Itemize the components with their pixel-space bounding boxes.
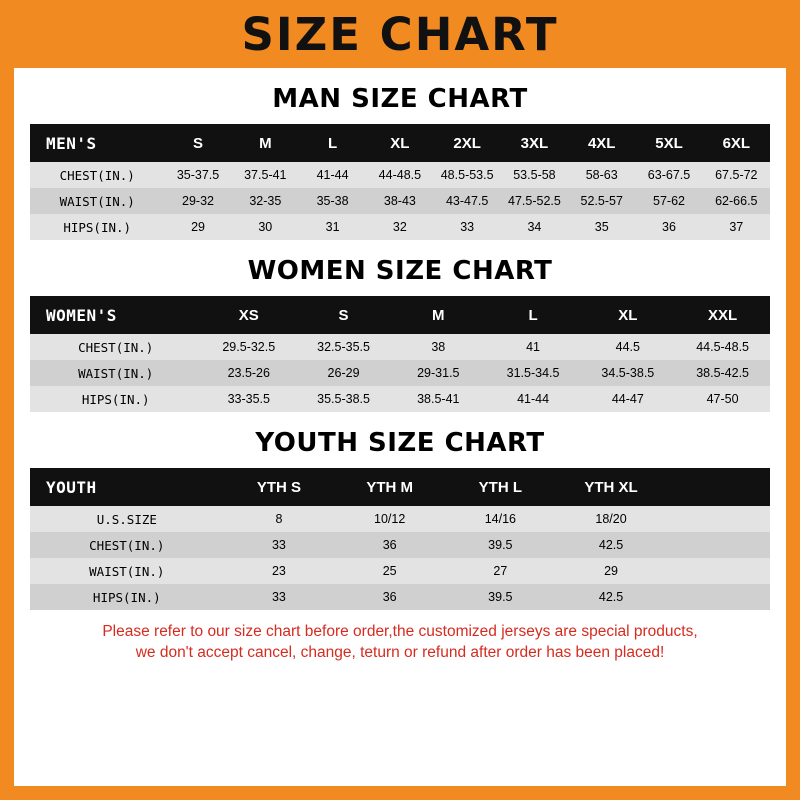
cell: 14/16 — [484, 512, 516, 526]
cell-spacer — [666, 532, 770, 558]
col-header-xl: XL — [580, 296, 675, 334]
cell: 10/12 — [374, 512, 406, 526]
cell: 31 — [325, 220, 340, 234]
col-header-m: M — [232, 124, 299, 162]
cell: 32-35 — [249, 194, 282, 208]
disclaimer-line-2: we don't accept cancel, change, teturn or refund after order has been placed! — [135, 643, 665, 661]
row-label-hips: HIPS(IN.) — [63, 219, 132, 235]
table-header-row — [30, 468, 770, 506]
cell: 38-43 — [383, 194, 416, 208]
row-label-chest: CHEST(IN.) — [78, 339, 154, 355]
col-header-l: L — [299, 124, 366, 162]
col-header-6xl: 6XL — [703, 124, 770, 162]
cell: 38 — [431, 340, 446, 354]
table-row — [30, 386, 770, 412]
cell: 18/20 — [595, 512, 627, 526]
cell: 33 — [271, 538, 286, 552]
cell: 67.5-72 — [715, 168, 758, 182]
cell-spacer — [666, 558, 770, 584]
cell: 63-67.5 — [647, 168, 691, 182]
bottom-accent-bar — [0, 786, 800, 800]
table-row — [30, 558, 770, 584]
cell: 37.5-41 — [244, 168, 287, 182]
cell: 29 — [604, 564, 618, 578]
content — [14, 68, 786, 786]
cell: 33 — [460, 220, 475, 234]
section-title-youth: YOUTH SIZE CHART — [255, 428, 545, 458]
disclaimer-line-1: Please refer to our size chart before order,the customized jerseys are special products, — [102, 623, 698, 640]
cell: 38.5-41 — [417, 392, 460, 406]
col-header-s: S — [164, 124, 231, 162]
cell: 29-31.5 — [417, 366, 460, 380]
row-label-hips: HIPS(IN.) — [92, 589, 161, 605]
row-label-waist: WAIST(IN.) — [89, 563, 165, 579]
cell: 39.5 — [488, 538, 513, 552]
cell: 53.5-58 — [513, 168, 556, 182]
row-label-chest: CHEST(IN.) — [59, 167, 135, 183]
cell: 44-48.5 — [378, 168, 422, 182]
col-header-yth-xl: YTH XL — [556, 468, 667, 506]
youth-size-table — [30, 468, 770, 610]
table-row — [30, 506, 770, 532]
cell: 32.5-35.5 — [317, 340, 370, 354]
cell: 44-47 — [611, 392, 644, 406]
col-header-l: L — [486, 296, 581, 334]
cell: 43-47.5 — [445, 194, 489, 208]
cell: 36 — [382, 590, 397, 604]
table-header-row — [30, 296, 770, 334]
cell: 41-44 — [517, 392, 550, 406]
row-label-hips: HIPS(IN.) — [81, 391, 150, 407]
col-header-yth-s: YTH S — [224, 468, 335, 506]
cell: 42.5 — [598, 590, 624, 604]
table-row — [30, 334, 770, 360]
col-header-xl: XL — [366, 124, 433, 162]
page-title: SIZE CHART — [241, 7, 559, 61]
col-header-2xl: 2XL — [434, 124, 501, 162]
cell: 25 — [382, 564, 397, 578]
table-row — [30, 584, 770, 610]
cell: 35.5-38.5 — [317, 392, 370, 406]
cell: 26-29 — [327, 366, 360, 380]
cell: 36 — [662, 220, 676, 234]
cell: 30 — [258, 220, 273, 234]
banner — [0, 0, 800, 68]
table-row — [30, 162, 770, 188]
row-label-us-size: U.S.SIZE — [96, 511, 157, 527]
cell: 35-38 — [316, 194, 349, 208]
col-header-womens: WOMEN'S — [30, 296, 201, 334]
col-header-3xl: 3XL — [501, 124, 568, 162]
cell: 38.5-42.5 — [696, 366, 750, 380]
men-size-table — [30, 124, 770, 240]
section-title-women: WOMEN SIZE CHART — [247, 256, 553, 286]
cell: 37 — [729, 220, 744, 234]
cell: 44.5 — [615, 340, 640, 354]
row-label-waist: WAIST(IN.) — [59, 193, 135, 209]
cell: 39.5 — [488, 590, 513, 604]
table-row — [30, 532, 770, 558]
cell-spacer — [666, 506, 770, 532]
cell: 35-37.5 — [176, 168, 220, 182]
col-header-4xl: 4XL — [568, 124, 635, 162]
cell: 33-35.5 — [227, 392, 270, 406]
cell: 52.5-57 — [580, 194, 623, 208]
cell: 62-66.5 — [715, 194, 758, 208]
cell: 34 — [527, 220, 542, 234]
col-header-s: S — [296, 296, 391, 334]
cell: 33 — [271, 590, 286, 604]
cell: 29-32 — [182, 194, 215, 208]
cell: 27 — [493, 564, 508, 578]
cell: 58-63 — [585, 168, 618, 182]
cell: 34.5-38.5 — [601, 366, 655, 380]
cell: 23 — [271, 564, 286, 578]
col-header-5xl: 5XL — [635, 124, 702, 162]
row-label-chest: CHEST(IN.) — [89, 537, 165, 553]
section-title-men: MAN SIZE CHART — [272, 84, 528, 114]
cell-spacer — [666, 584, 770, 610]
cell: 41 — [526, 340, 541, 354]
cell: 31.5-34.5 — [506, 366, 560, 380]
cell: 29.5-32.5 — [222, 340, 276, 354]
cell: 48.5-53.5 — [440, 168, 494, 182]
cell: 47.5-52.5 — [508, 194, 561, 208]
table-row — [30, 188, 770, 214]
cell: 47-50 — [706, 392, 739, 406]
cell: 36 — [382, 538, 397, 552]
cell: 29 — [191, 220, 205, 234]
col-header-mens: MEN'S — [30, 124, 164, 162]
table-row — [30, 360, 770, 386]
col-header-xs: XS — [201, 296, 296, 334]
cell: 32 — [392, 220, 407, 234]
row-label-waist: WAIST(IN.) — [78, 365, 154, 381]
cell: 44.5-48.5 — [696, 340, 750, 354]
col-header-yth-m: YTH M — [334, 468, 445, 506]
col-header-m: M — [391, 296, 486, 334]
table-row — [30, 214, 770, 240]
cell: 23.5-26 — [227, 366, 270, 380]
col-header-spacer — [666, 468, 770, 506]
cell: 57-62 — [653, 194, 685, 208]
women-size-table — [30, 296, 770, 412]
disclaimer — [30, 610, 770, 670]
cell: 35 — [594, 220, 609, 234]
cell: 8 — [275, 512, 283, 526]
table-header-row — [30, 124, 770, 162]
cell: 41-44 — [316, 168, 349, 182]
col-header-youth: YOUTH — [30, 468, 224, 506]
col-header-xxl: XXL — [675, 296, 770, 334]
col-header-yth-l: YTH L — [445, 468, 556, 506]
cell: 42.5 — [598, 538, 624, 552]
